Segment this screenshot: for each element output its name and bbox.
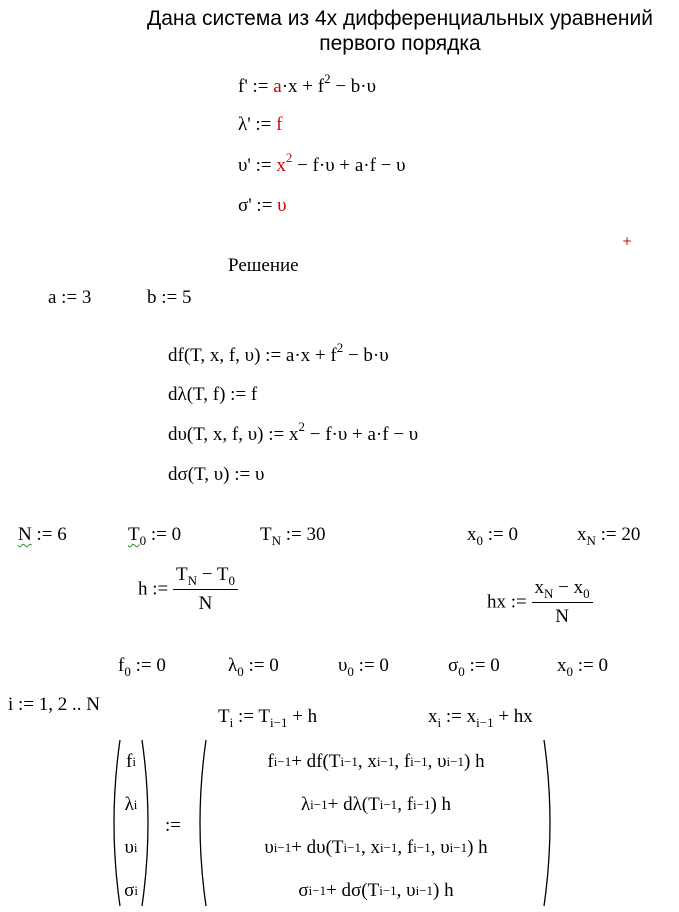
- recurrence-x[interactable]: $x_i$ := $x_{i-1}$ + hx: [428, 706, 533, 730]
- recurrence-T[interactable]: $T_i$ := $T_{i-1} + h$: [218, 706, 318, 730]
- def-TN[interactable]: $T_N$ := 30: [260, 524, 326, 548]
- def-T0[interactable]: $T_0$ := 0: [128, 524, 182, 548]
- init-lambda0[interactable]: $\lambda_0$ := 0: [228, 655, 279, 679]
- lhs-f: f i: [126, 750, 136, 772]
- init-sigma0[interactable]: $\sigma_0$ := 0: [448, 655, 500, 679]
- param-a[interactable]: a := 3: [48, 287, 92, 308]
- def-N[interactable]: N := 6: [18, 524, 67, 545]
- lhs-upsilon: υ i: [124, 836, 138, 858]
- init-x0[interactable]: $x_0$ := 0: [557, 655, 608, 679]
- param-b[interactable]: b := 5: [147, 287, 192, 308]
- title: [120, 6, 679, 56]
- rhs-f: f i−1 + df(T i−1 , x i−1 , f i−1 , υ i−1 ) h: [267, 750, 485, 772]
- equation-upsilon[interactable]: υ' := $x^2 - f\cdot\upsilon + a\cdot f - \upsilon$: [238, 150, 406, 176]
- equation-lambda[interactable]: λ' := f: [238, 114, 283, 135]
- def-h[interactable]: h := $\frac{T_N - T_0}{N}$: [138, 564, 238, 615]
- function-dlambda[interactable]: dλ(T, f) := f: [168, 384, 258, 405]
- def-x0[interactable]: $x_0$ := 0: [467, 524, 518, 548]
- range-i[interactable]: i := 1, 2 .. N: [8, 694, 100, 715]
- def-xN[interactable]: $x_N$ := 20: [577, 524, 641, 548]
- init-upsilon0[interactable]: $\upsilon_0$ := 0: [338, 655, 389, 679]
- insertion-cursor-icon[interactable]: +: [622, 234, 633, 248]
- right-vector: [208, 740, 544, 912]
- function-dupsilon[interactable]: dυ(T, x, f, υ) := $x^2 - f\cdot\upsilon + a\cdot f - \upsilon$: [168, 419, 419, 445]
- h-fraction: $\frac{T_N - T_0}{N}$: [173, 564, 238, 615]
- equation-sigma[interactable]: σ' := υ: [238, 195, 287, 216]
- rhs-sigma: σ i−1 + dσ(T i−1 , υ i−1 ) h: [298, 879, 454, 901]
- solution-label: Решение: [228, 255, 299, 276]
- matrix-assign-operator: :=: [165, 815, 181, 836]
- title-line-1: Дана система из 4х дифференциальных уравнений: [147, 7, 653, 30]
- lhs-sigma: σ i: [124, 879, 138, 901]
- init-f0[interactable]: $f_0$ := 0: [118, 655, 166, 679]
- rhs-lambda: λ i−1 + dλ(T i−1 , f i−1 ) h: [300, 793, 452, 815]
- rhs-upsilon: υ i−1 + dυ(T i−1 , x i−1 , f i−1 , υ i−1 ) h: [264, 836, 488, 858]
- def-hx[interactable]: hx := $\frac{x_N - x_0}{N}$: [487, 577, 593, 628]
- lhs-lambda: λ i: [124, 793, 138, 815]
- equation-f[interactable]: f' := $a\cdot x + f^2 - b\cdot\upsilon$: [238, 71, 377, 97]
- hx-fraction: $\frac{x_N - x_0}{N}$: [532, 577, 593, 628]
- title-line-2: первого порядка: [319, 32, 481, 55]
- function-dsigma[interactable]: dσ(T, υ) := υ: [168, 464, 265, 485]
- left-vector: [116, 740, 146, 912]
- function-df[interactable]: df(T, x, f, υ) := $a\cdot x + f^2 - b\cdot\upsilon$: [168, 340, 389, 366]
